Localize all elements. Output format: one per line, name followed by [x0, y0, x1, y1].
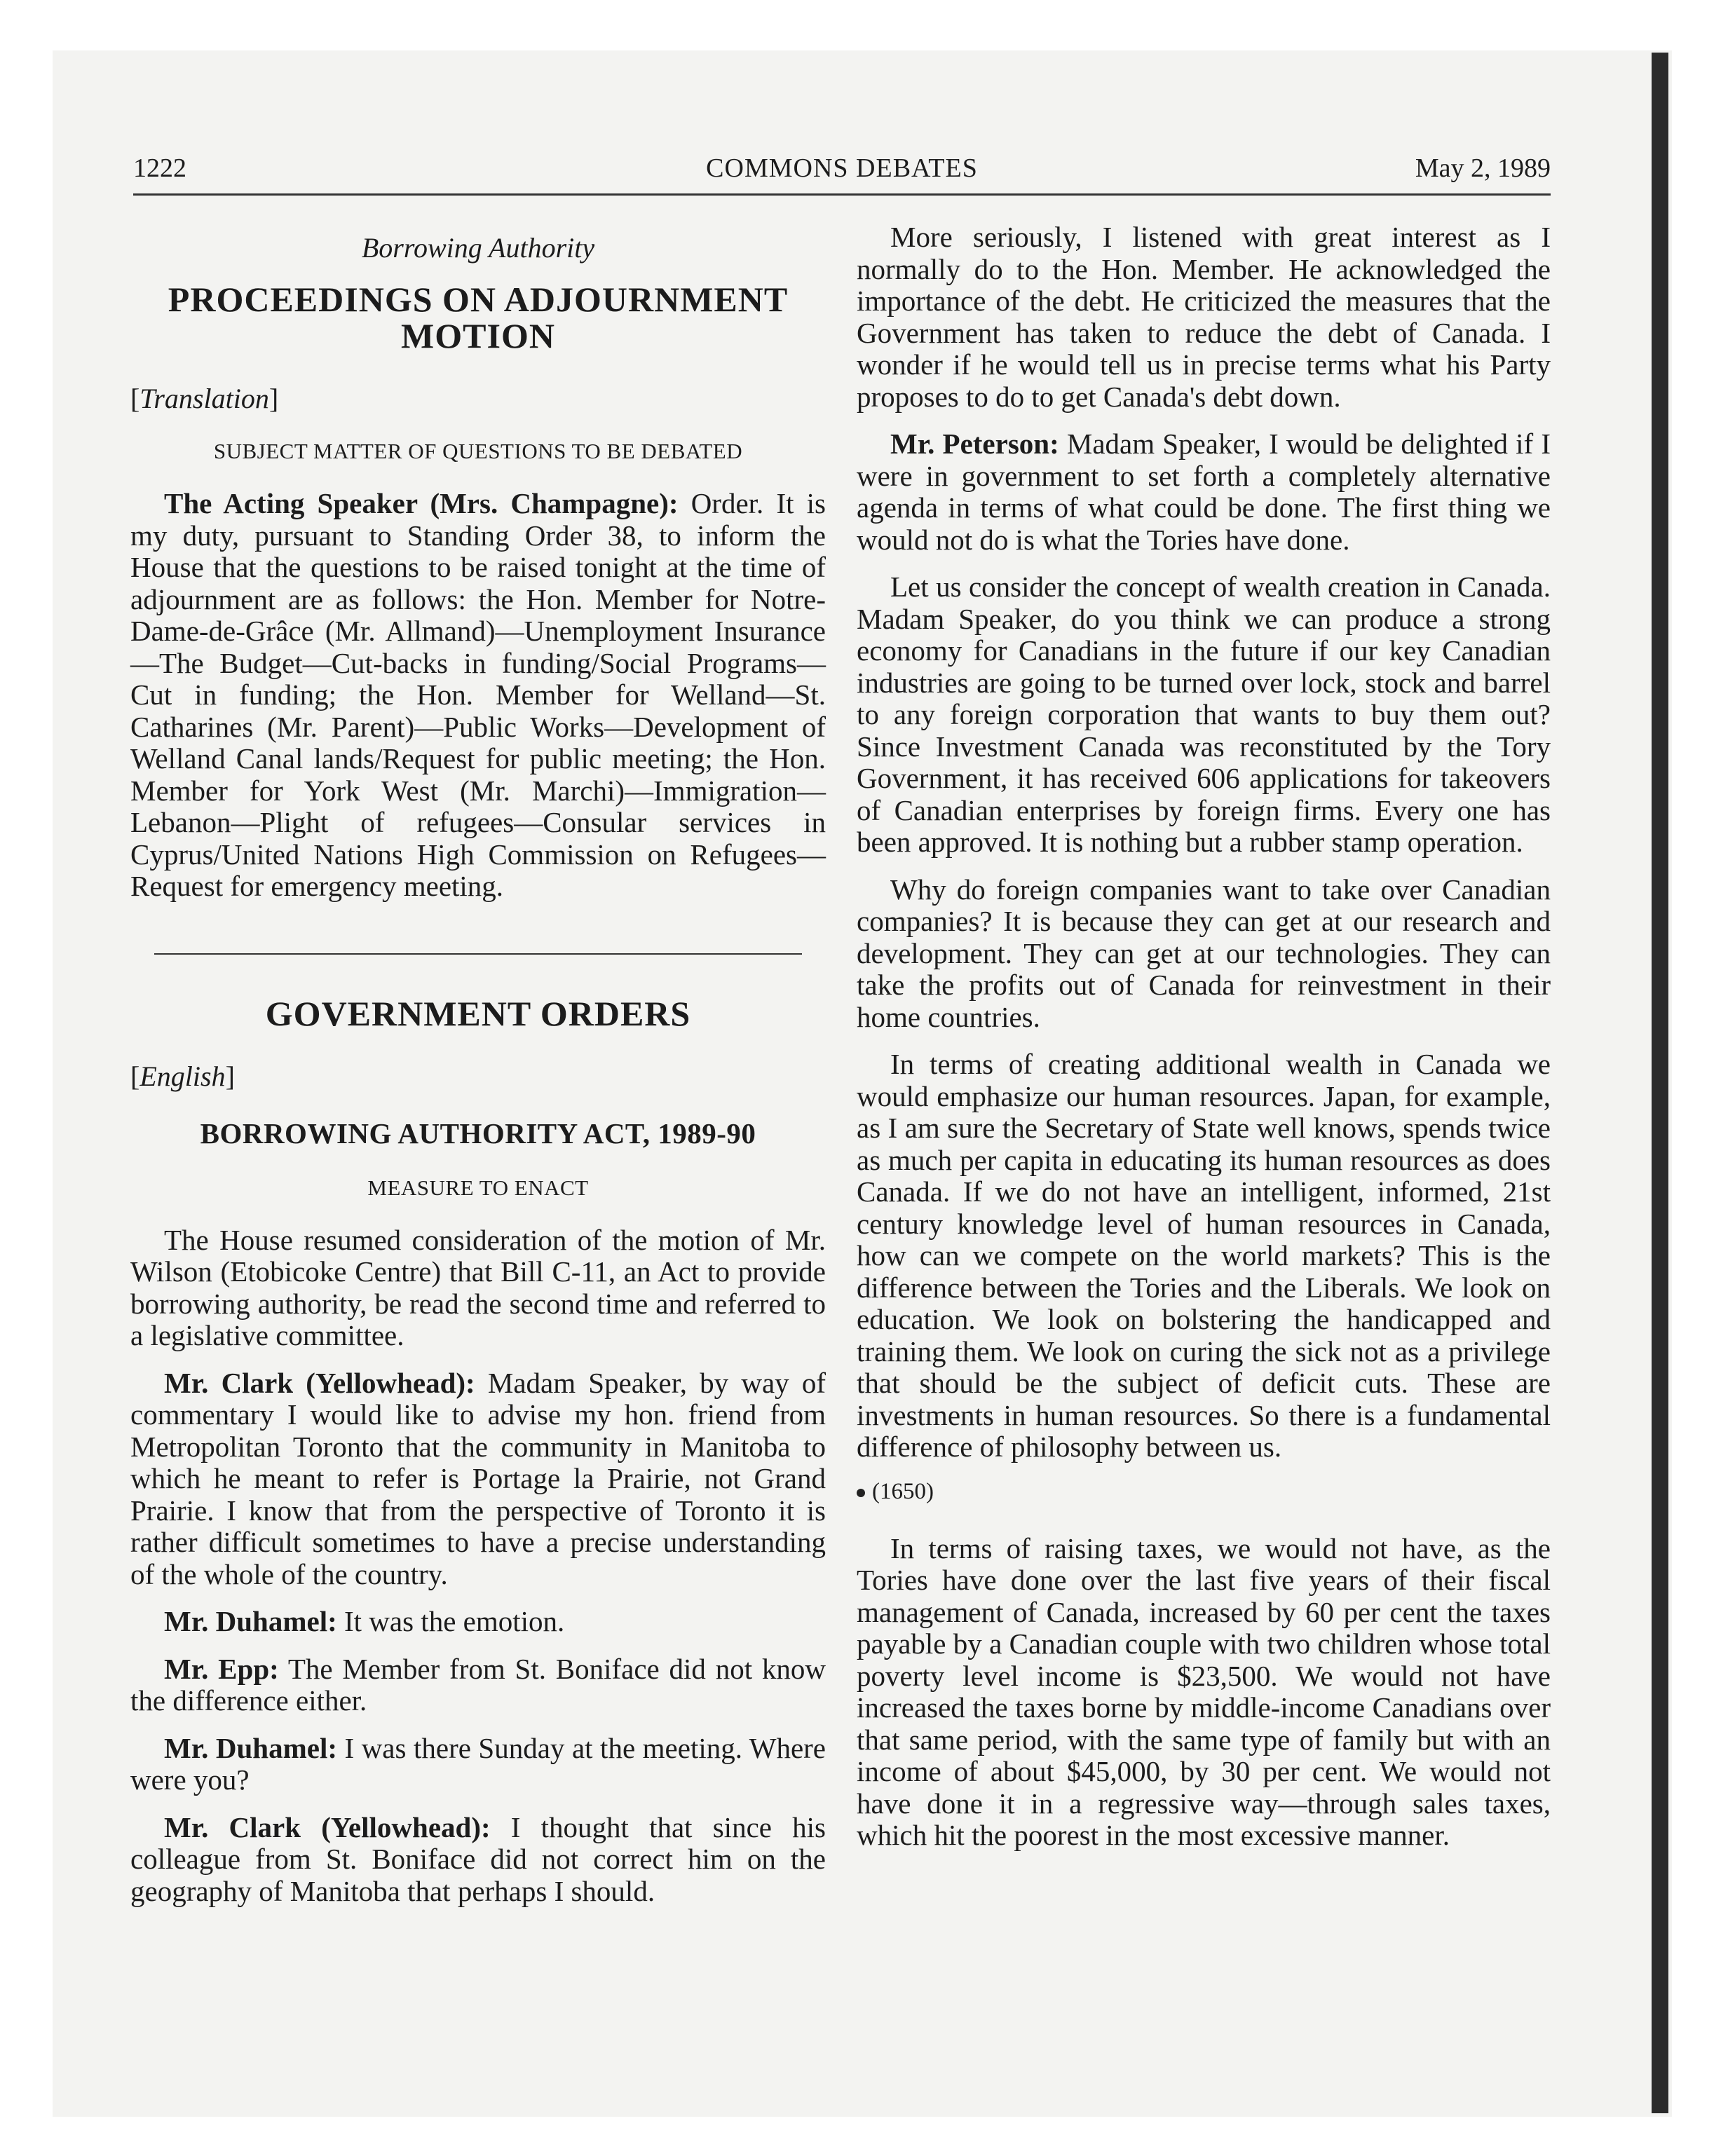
paragraph-clark-1: Mr. Clark (Yellowhead): Madam Speaker, by way of commentary I would like to advise my hon. friend from Metropolitan Toronto that the community in Manitoba to which he meant to refer is Portage la Prairie, not Grand Prairie. I know that from the perspective of Toronto it is rather difficult sometimes to have a precise understanding of the whole of the country.: [130, 1366, 826, 1590]
speaker-name: Mr. Peterson:: [890, 428, 1059, 460]
paragraph-peterson: Mr. Peterson: Madam Speaker, I would be delighted if I were in government to set forth a completely alternative agenda in terms of what could be done. The first thing we would not do is what the Tories have done.: [857, 428, 1551, 556]
language-note-english: [English]: [130, 1060, 235, 1092]
page-number: 1222: [133, 153, 186, 183]
speaker-name: Mr. Clark (Yellowhead):: [164, 1810, 491, 1843]
paragraph-duhamel-2: Mr. Duhamel: I was there Sunday at the meeting. Where were you?: [130, 1731, 826, 1796]
subheading-questions: SUBJECT MATTER OF QUESTIONS TO BE DEBATED: [213, 439, 743, 463]
paragraph-motion: The House resumed consideration of the motion of Mr. Wilson (Etobicoke Centre) that Bill C-11, an Act to provide borrowing authority, be read the second time and referred to a legislative committee.: [130, 1223, 826, 1351]
bullet-icon: [857, 1489, 865, 1497]
publication-title: COMMONS DEBATES: [706, 153, 978, 183]
speaker-name: Mr. Epp:: [164, 1652, 279, 1685]
heading-government-orders: GOVERNMENT ORDERS: [265, 993, 691, 1033]
heading-proceedings: PROCEEDINGS ON ADJOURNMENT MOTION: [168, 280, 789, 355]
paragraph-foreign-companies: Why do foreign companies want to take over Canadian companies? It is because they can get at our research and development. They can get at our technologies. They can take the profits out of Canada for reinvestment in their home countries.: [857, 873, 1551, 1033]
heading-borrowing-act: BORROWING AUTHORITY ACT, 1989-90: [200, 1117, 756, 1149]
page-date: May 2, 1989: [1415, 153, 1551, 183]
subheading-measure: MEASURE TO ENACT: [367, 1175, 589, 1200]
paragraph-acting-speaker: The Acting Speaker (Mrs. Champagne): Order. It is my duty, pursuant to Standing Order 38, to inform the House that the questions to be raised tonight at the time of adjournment are as follows: the Hon. Member for Notre-Dame-de-Grâce (Mr. Allmand)—Unemployment Insurance—The Budget—Cut-backs in funding/Social Programs—Cut in funding; the Hon. Member for Welland—St. Catharines (Mr. Parent)—Public Works—Development of Welland Canal lands/Request for public meeting; the Hon. Member for York West (Mr. Marchi)—Immigration—Lebanon—Plight of refugees—Consular services in Cyprus/United Nations High Commission on Refugees—Request for emergency meeting.: [130, 487, 826, 902]
right-column: [857, 221, 1551, 1867]
section-rubric: Borrowing Authority: [361, 232, 595, 264]
left-column: [130, 221, 826, 1923]
header-rule: [133, 193, 1551, 196]
language-note-translation: [Translation]: [130, 383, 279, 414]
speaker-name: Mr. Duhamel:: [164, 1731, 338, 1764]
page-header: [133, 153, 1551, 195]
paragraph-wealth-creation: Let us consider the concept of wealth creation in Canada. Madam Speaker, do you think we can produce a strong economy for Canadians in the future if our key Canadian industries are going to be turned over lock, stock and barrel to any foreign corporation that wants to buy them out? Since Investment Canada was reconstituted by the Tory Government, it has received 606 applications for takeovers of Canadian enterprises by foreign firms. Every one has been approved. It is nothing but a rubber stamp operation.: [857, 571, 1551, 858]
speaker-name: Mr. Clark (Yellowhead):: [164, 1366, 475, 1399]
paragraph-duhamel-1: Mr. Duhamel: It was the emotion.: [164, 1605, 565, 1637]
paragraph-more-seriously: More seriously, I listened with great interest as I normally do to the Hon. Member. He acknowledged the importance of the debt. He criticized the measures that the Government has taken to reduce the debt of Canada. I wonder if he would tell us in precise terms what his Party proposes to do to get Canada's debt down.: [857, 221, 1551, 413]
speaker-name: Mr. Duhamel:: [164, 1605, 337, 1637]
paragraph-clark-2: Mr. Clark (Yellowhead): I thought that since his colleague from St. Boniface did not correct him on the geography of Manitoba that perhaps I should.: [130, 1810, 826, 1907]
paragraph-human-resources: In terms of creating additional wealth in Canada we would emphasize our human resources. Japan, for example, as I am sure the Secretary of State well knows, spends twice as much per capita in educating its human resources as does Canada. If we do not have an intelligent, informed, 21st century knowledge level of human resources in Canada, how can we compete on the world markets? This is the difference between the Tories and the Liberals. We look on education. We look on bolstering the handicapped and training them. We look on curing the sick not as a privilege that should be the subject of deficit cuts. These are investments in human resources. So there is a fundamental difference of philosophy between us.: [857, 1048, 1551, 1463]
timestamp-marker: (1650): [857, 1479, 1551, 1505]
paragraph-raising-taxes: In terms of raising taxes, we would not have, as the Tories have done over the last five years of their fiscal management of Canada, increased by 60 per cent the taxes payable by a Canadian couple with two children whose total poverty level income is $23,500. We would not have increased the taxes borne by middle-income Canadians over that same period, with the same type of family but with an income of about $45,000, by 30 per cent. We would not have done it in a regressive way—through sales taxes, which hit the poorest in the most excessive manner.: [857, 1531, 1551, 1851]
scan-edge-shadow: [1652, 53, 1668, 2113]
section-divider: [154, 953, 802, 955]
speaker-name: The Acting Speaker (Mrs. Champagne):: [164, 487, 679, 519]
paragraph-epp: Mr. Epp: The Member from St. Boniface did not know the difference either.: [130, 1652, 826, 1717]
